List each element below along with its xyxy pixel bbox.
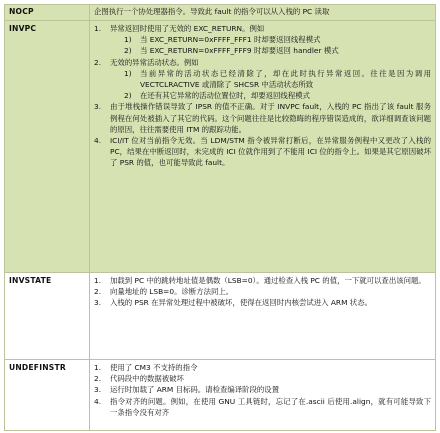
item-text: 指令对齐的问题。例如，在使用 GNU 工具链时，忘记了在.ascii 后使用.align，就有可能导致下一条指令没有对齐 (110, 396, 431, 417)
item-number: 1) (124, 68, 132, 78)
list-item (124, 34, 431, 45)
list-item (94, 396, 431, 418)
fault-name-invpc: INVPC (5, 21, 90, 273)
list-item (124, 90, 431, 101)
list-item (94, 286, 431, 297)
item-number: 1. (94, 363, 102, 372)
fault-description-invpc (90, 21, 436, 273)
fault-description-invstate (90, 273, 436, 360)
list-item (94, 362, 431, 373)
item-number: 2. (94, 374, 102, 384)
fault-description-nocp: 企图执行一个协处理器指令。导致此 fault 的指令可以从入栈的 PC 读取 (90, 5, 436, 21)
list-item (94, 297, 431, 308)
item-text: 向量地址的 LSB=0。诊断方法同上。 (110, 287, 234, 297)
item-text: 当前异常的活动状态已经清除了，却在此时执行异常返回。往往是因为调用 VECTCLRACTIVE 或清除了 SHCSR 中活动状态所致 (140, 68, 431, 90)
item-text: 当 EXC_RETURN=0xFFFF_FFF9 时却要返回 handler 模式 (140, 46, 339, 56)
item-text: 当 EXC_RETURN=0xFFFF_FFF1 时却要返回线程模式 (140, 35, 321, 45)
item-number: 4. (94, 396, 102, 406)
invpc-sub-list (110, 68, 431, 102)
item-number: 1. (94, 24, 102, 33)
fault-name-undefinstr: UNDEFINSTR (5, 360, 90, 431)
undefinstr-cause-list (94, 362, 431, 418)
item-text: 在还有其它异常的活动位置位时，却要返回线程模式 (140, 91, 310, 101)
list-item (94, 384, 431, 395)
fault-name-invstate: INVSTATE (5, 273, 90, 360)
item-number: 2) (124, 46, 132, 56)
item-text: 入栈的 PSR 在异常处理过程中被破坏，使得在返回时内核尝试进入 ARM 状态。 (110, 298, 372, 308)
table-row-invstate (5, 273, 436, 360)
item-number: 3. (94, 102, 102, 112)
item-number: 3. (94, 298, 102, 308)
item-text: 异常返回时使用了无效的 EXC_RETURN。例如 (110, 24, 265, 33)
fault-name-nocp: NOCP (5, 5, 90, 21)
table-row-nocp (5, 5, 436, 21)
table-row-invpc (5, 21, 436, 273)
list-item (94, 57, 431, 102)
item-number: 4. (94, 136, 102, 146)
item-number: 3. (94, 385, 102, 395)
invpc-cause-list (94, 23, 431, 169)
item-text: 无效的异常活动状态。例如 (110, 57, 199, 67)
item-number: 1) (124, 35, 132, 45)
item-text: ICI/IT 位对当前指令无效。当 LDM/STM 指令被异常打断后，在异常服务例程中又更改了入栈的 PC，结果在中断返回时，未完成的 ICI 位就作用到了不能用 ICI 位的指令上。如果是其它原因破坏了 PSR 的值，也可能导致此 fault。 (110, 136, 431, 168)
invstate-cause-list (94, 275, 431, 309)
fault-description-undefinstr (90, 360, 436, 431)
item-number: 2) (124, 91, 132, 101)
item-text: 代码段中的数据被破坏 (110, 374, 184, 384)
list-item (94, 135, 431, 169)
list-item (124, 45, 431, 56)
item-number: 1. (94, 276, 102, 285)
list-item (94, 275, 431, 286)
item-text: 使用了 CM3 不支持的指令 (110, 363, 198, 372)
item-text: 运行时加载了 ARM 目标码。请检查编译阶段的设置 (110, 385, 280, 395)
item-text: 由于堆栈操作错误导致了 IPSR 的值不正确。对于 INVPC fault，入栈的 PC 指出了该 fault 服务例程在何处被插入了其它的代码。这个问题往往是比较隐晦的程序错误造成的，欲详细调查该问题的原因，往往需要使用 ITM 的跟踪功能。 (110, 102, 431, 134)
list-item (94, 101, 431, 135)
item-text: 加载到 PC 中的跳转地址值是偶数（LSB=0）。通过检查入栈 PC 的值，一下就可以查出该问题。 (110, 276, 426, 285)
invpc-sub-list (110, 34, 431, 56)
list-item (94, 23, 431, 57)
fault-status-table (4, 4, 436, 431)
list-item (94, 373, 431, 384)
item-number: 2. (94, 57, 102, 67)
list-item (124, 68, 431, 90)
table-row-undefinstr (5, 360, 436, 431)
item-number: 2. (94, 287, 102, 297)
